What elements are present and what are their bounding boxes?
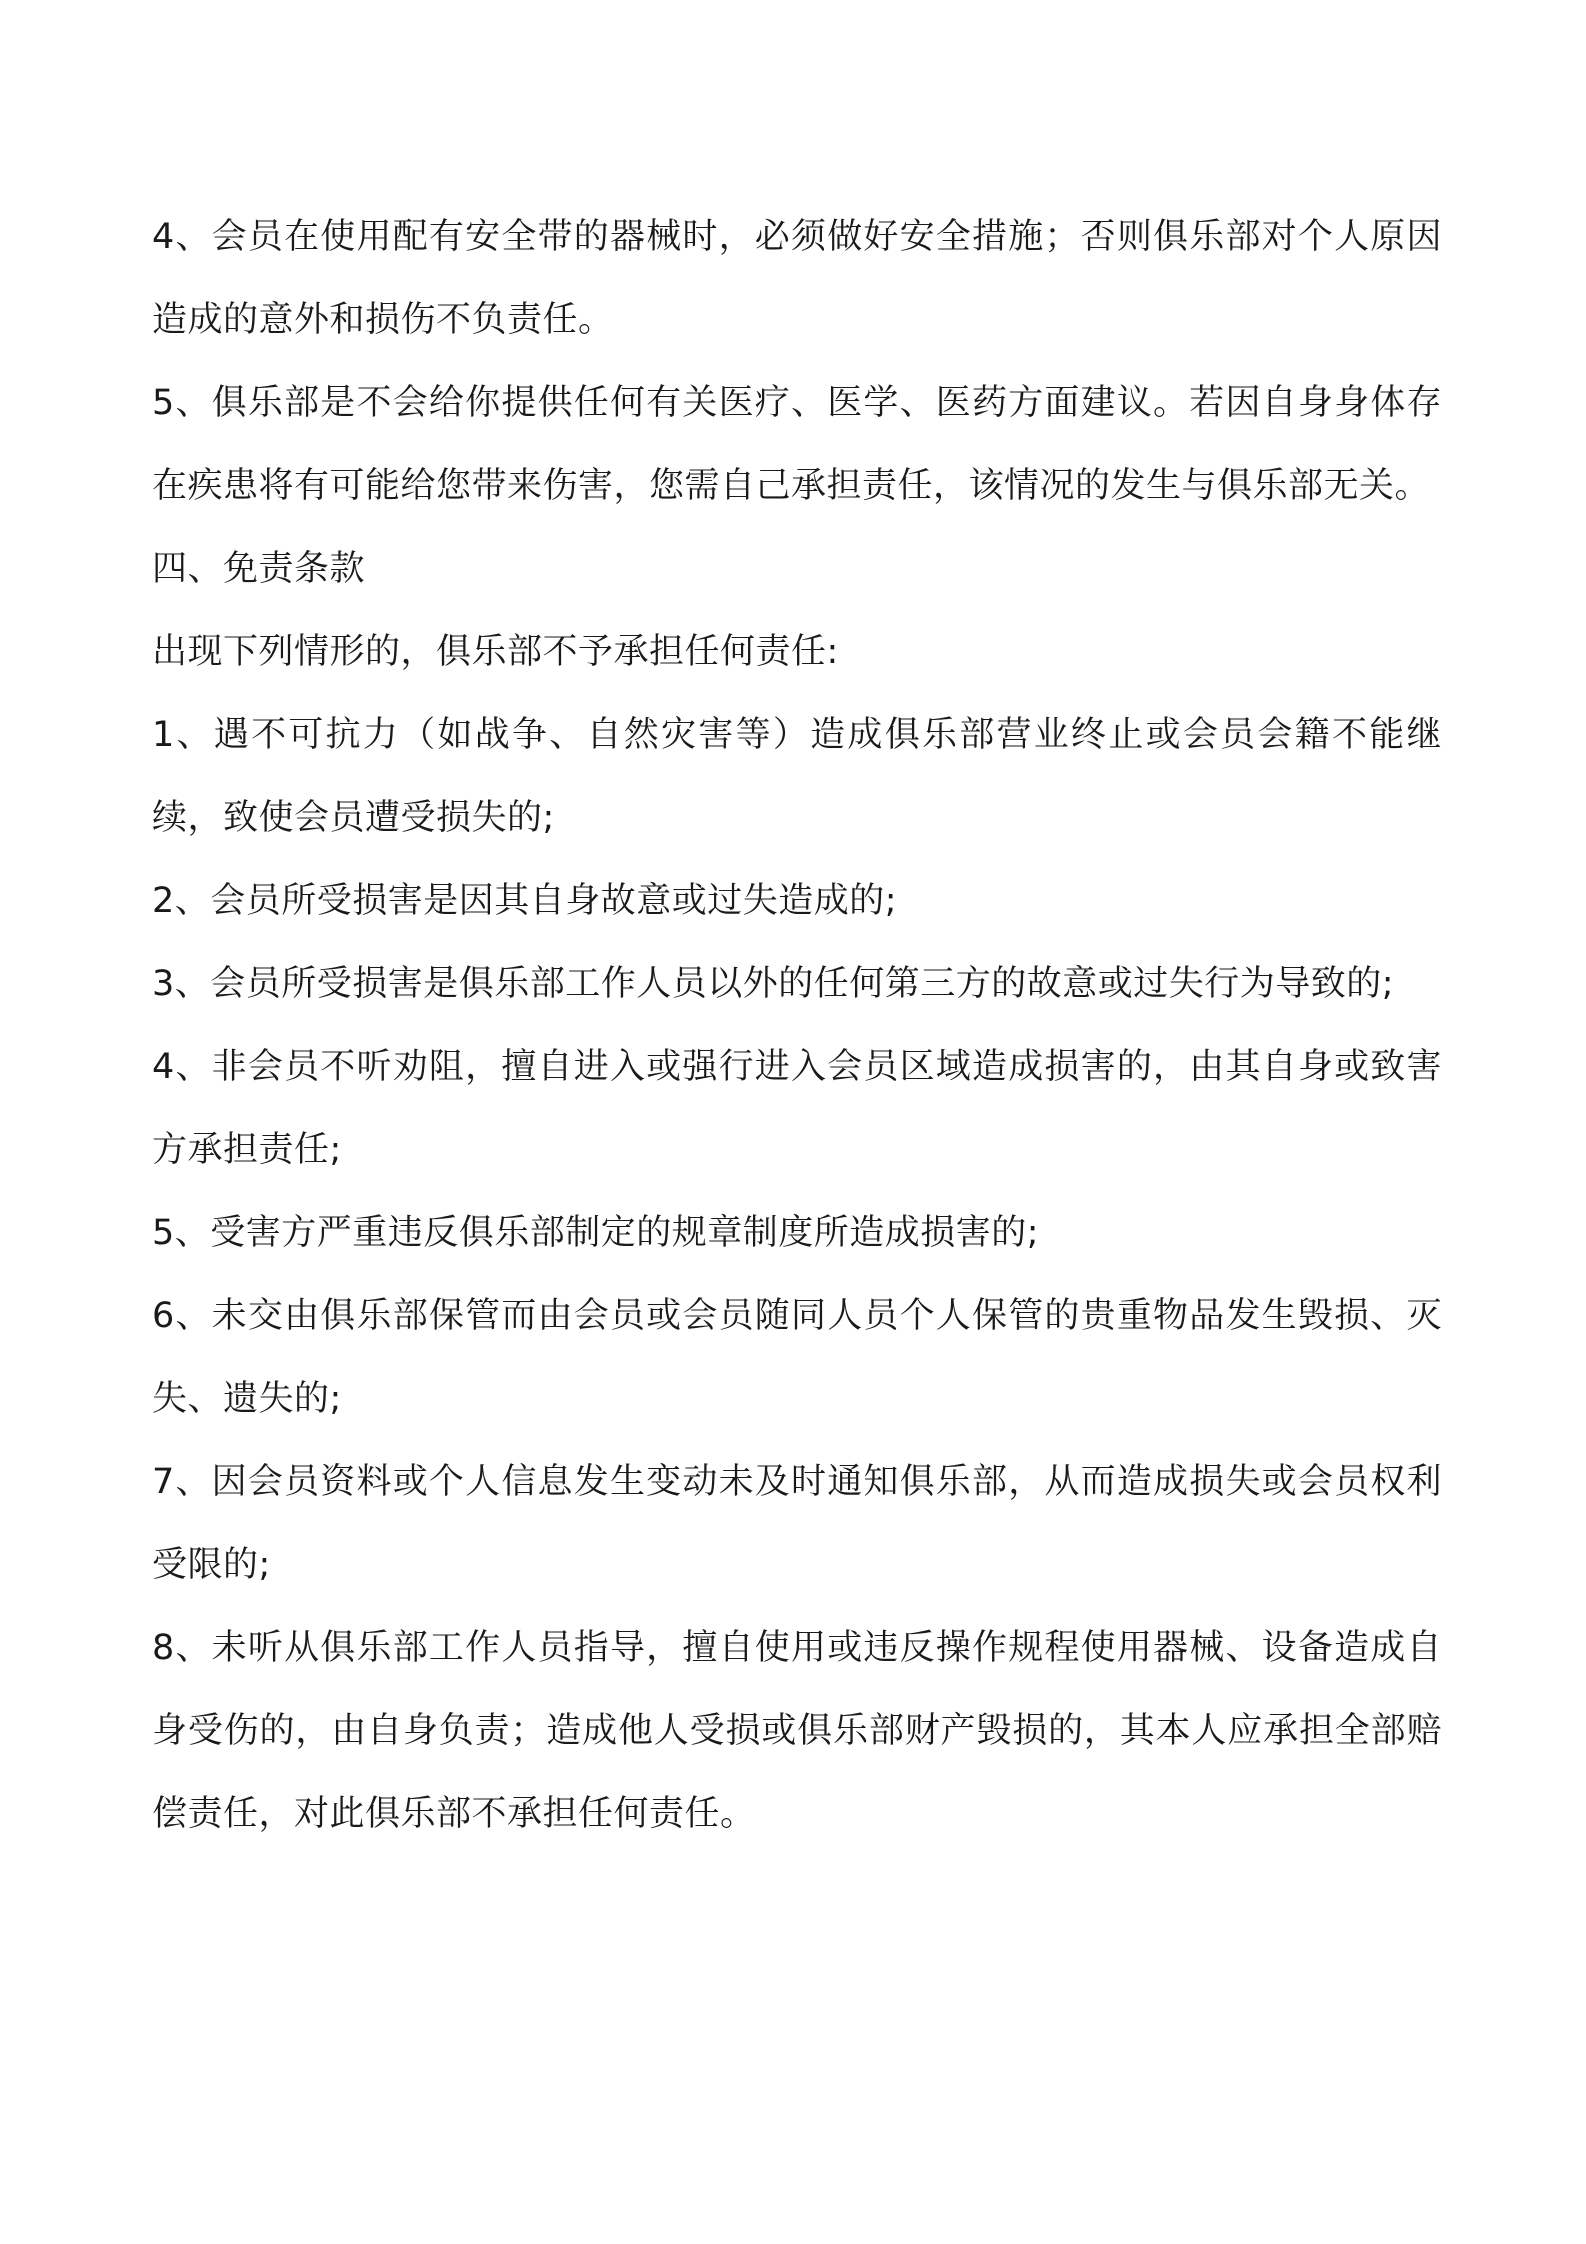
clause-4-safety-belt: 4、会员在使用配有安全带的器械时，必须做好安全措施；否则俱乐部对个人原因造成的意外和损伤不负责任。 [152, 217, 1442, 340]
disclaimer-item-1: 1、遇不可抗力（如战争、自然灾害等）造成俱乐部营业终止或会员会籍不能继续，致使会员遭受损失的; [152, 715, 1442, 838]
disclaimer-item-6: 6、未交由俱乐部保管而由会员或会员随同人员个人保管的贵重物品发生毁损、灭失、遗失的; [152, 1296, 1442, 1419]
disclaimer-item-3: 3、会员所受损害是俱乐部工作人员以外的任何第三方的故意或过失行为导致的; [152, 964, 1395, 1004]
disclaimer-item-5: 5、受害方严重违反俱乐部制定的规章制度所造成损害的; [152, 1213, 1040, 1253]
section-heading-disclaimer: 四、免责条款 [152, 549, 366, 589]
document-body [152, 196, 1442, 1856]
disclaimer-intro: 出现下列情形的，俱乐部不予承担任何责任: [152, 632, 839, 672]
clause-5-medical-advice: 5、俱乐部是不会给你提供任何有关医疗、医学、医药方面建议。若因自身身体存在疾患将有可能给您带来伤害，您需自己承担责任，该情况的发生与俱乐部无关。 [152, 383, 1442, 506]
disclaimer-item-4: 4、非会员不听劝阻，擅自进入或强行进入会员区域造成损害的，由其自身或致害方承担责任; [152, 1047, 1442, 1170]
disclaimer-item-2: 2、会员所受损害是因其自身故意或过失造成的; [152, 881, 898, 921]
disclaimer-item-8: 8、未听从俱乐部工作人员指导，擅自使用或违反操作规程使用器械、设备造成自身受伤的，由自身负责；造成他人受损或俱乐部财产毁损的，其本人应承担全部赔偿责任，对此俱乐部不承担任何责任。 [152, 1628, 1442, 1834]
disclaimer-item-7: 7、因会员资料或个人信息发生变动未及时通知俱乐部，从而造成损失或会员权利受限的; [152, 1462, 1442, 1585]
